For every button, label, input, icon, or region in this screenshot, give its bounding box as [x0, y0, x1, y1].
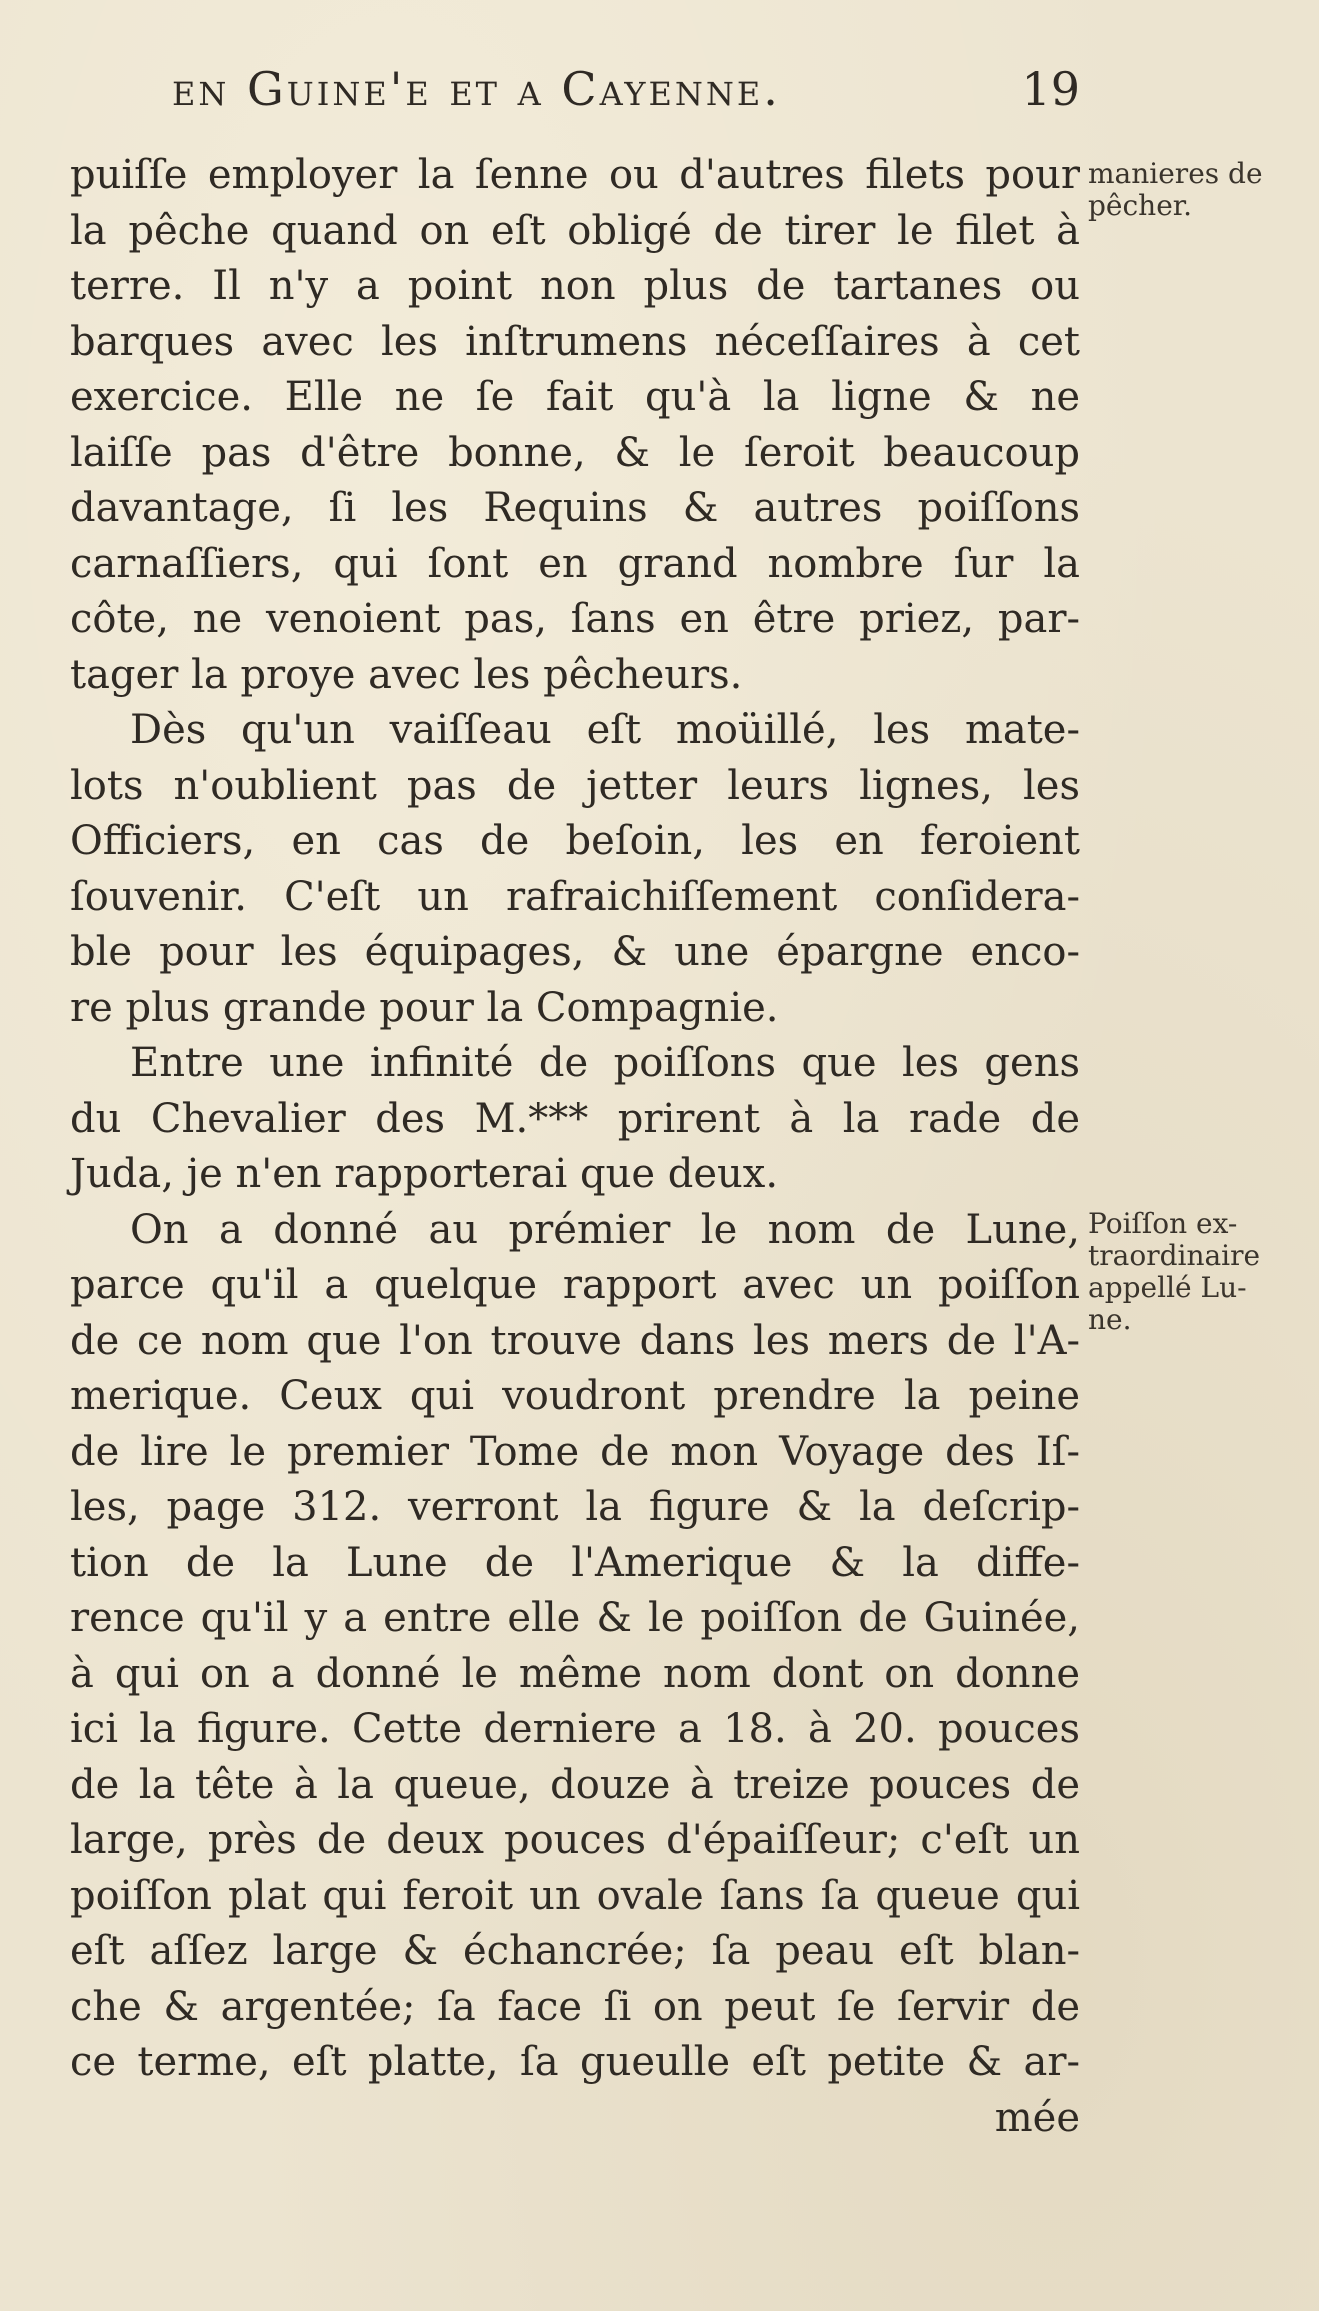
- text-line: ſouvenir. C'eſt un rafraichiſſement conſidera-: [70, 873, 1080, 920]
- text-line: de la tête à la queue, douze à treize pouces de: [70, 1761, 1080, 1808]
- text-line: On a donné au prémier le nom de Lune,: [130, 1206, 1080, 1253]
- text-line: Dès qu'un vaiſſeau eſt moüillé, les mate-: [130, 707, 1080, 753]
- text-line: large, près de deux pouces d'épaiſſeur; c'eſt un: [70, 1817, 1080, 1863]
- text-line: ce terme, eſt platte, ſa gueulle eſt petite & ar-: [70, 2039, 1080, 2085]
- text-line: à qui on a donné le même nom dont on donne: [70, 1650, 1080, 1697]
- margin-note-line: traordinaire: [1088, 1239, 1261, 1272]
- margin-note-moon-fish: [1088, 1208, 1260, 1336]
- margin-note-line: pêcher.: [1088, 189, 1192, 222]
- text-line: davantage, ſi les Requins & autres poiſſons: [70, 485, 1080, 531]
- margin-note-line: Poiſſon ex-: [1088, 1207, 1238, 1240]
- text-line: barques avec les inſtrumens néceſſaires à cet: [70, 318, 1080, 365]
- text-line: poiſſon plat qui feroit un ovale ſans ſa queue qui: [70, 1872, 1080, 1919]
- text-line: de lire le premier Tome de mon Voyage des Iſ-: [70, 1428, 1080, 1475]
- text-line: ici la figure. Cette derniere a 18. à 20. pouces: [70, 1706, 1080, 1752]
- margin-note-line: manieres de: [1088, 157, 1263, 190]
- catchword: mée: [994, 2094, 1080, 2141]
- margin-note-line: ne.: [1088, 1303, 1132, 1336]
- text-line: côte, ne venoient pas, ſans en être priez, par-: [70, 596, 1080, 642]
- text-line: Officiers, en cas de beſoin, les en feroient: [70, 818, 1080, 864]
- text-line: Juda, je n'en rapporterai que deux.: [70, 1151, 779, 1197]
- text-line: lots n'oublient pas de jetter leurs lignes, les: [70, 762, 1080, 809]
- text-line: exercice. Elle ne ſe fait qu'à la ligne & ne: [70, 374, 1080, 420]
- text-line: carnaſſiers, qui ſont en grand nombre ſur la: [70, 540, 1080, 587]
- text-line: de ce nom que l'on trouve dans les mers de l'A-: [70, 1317, 1080, 1364]
- page-number: 19: [1021, 62, 1080, 116]
- text-line: laiſſe pas d'être bonne, & le ſeroit beaucoup: [70, 429, 1080, 476]
- text-line: re plus grande pour la Compagnie.: [70, 984, 779, 1031]
- text-line: la pêche quand on eſt obligé de tirer le filet à: [70, 207, 1080, 254]
- text-line: tager la proye avec les pêcheurs.: [70, 651, 743, 698]
- margin-note-line: appellé Lu-: [1088, 1271, 1247, 1304]
- body-text: [70, 148, 1080, 2146]
- text-line: parce qu'il a quelque rapport avec un poiſſon: [70, 1262, 1080, 1308]
- running-title: en Guine'e et a Cayenne.: [172, 62, 781, 116]
- text-line: du Chevalier des M.*** prirent à la rade de: [70, 1095, 1080, 1142]
- text-line: les, page 312. verront la figure & la deſcrip-: [70, 1484, 1080, 1530]
- text-line: che & argentée; ſa face ſi on peut ſe ſervir de: [70, 1983, 1080, 2030]
- text-line: merique. Ceux qui voudront prendre la peine: [70, 1373, 1080, 1419]
- text-line: rence qu'il y a entre elle & le poiſſon de Guinée,: [70, 1595, 1080, 1641]
- text-line: Entre une infinité de poiſſons que les gens: [130, 1040, 1080, 1086]
- text-line: puiſſe employer la ſenne ou d'autres filets pour: [70, 152, 1080, 198]
- text-line: tion de la Lune de l'Amerique & la diffe-: [70, 1539, 1080, 1586]
- text-line: ble pour les équipages, & une épargne enco-: [70, 929, 1080, 975]
- running-head: [172, 62, 1080, 132]
- margin-note-fishing-methods: [1088, 158, 1263, 222]
- text-line: terre. Il n'y a point non plus de tartanes ou: [70, 263, 1080, 309]
- text-line: eſt aſſez large & échancrée; ſa peau eſt blan-: [70, 1928, 1080, 1974]
